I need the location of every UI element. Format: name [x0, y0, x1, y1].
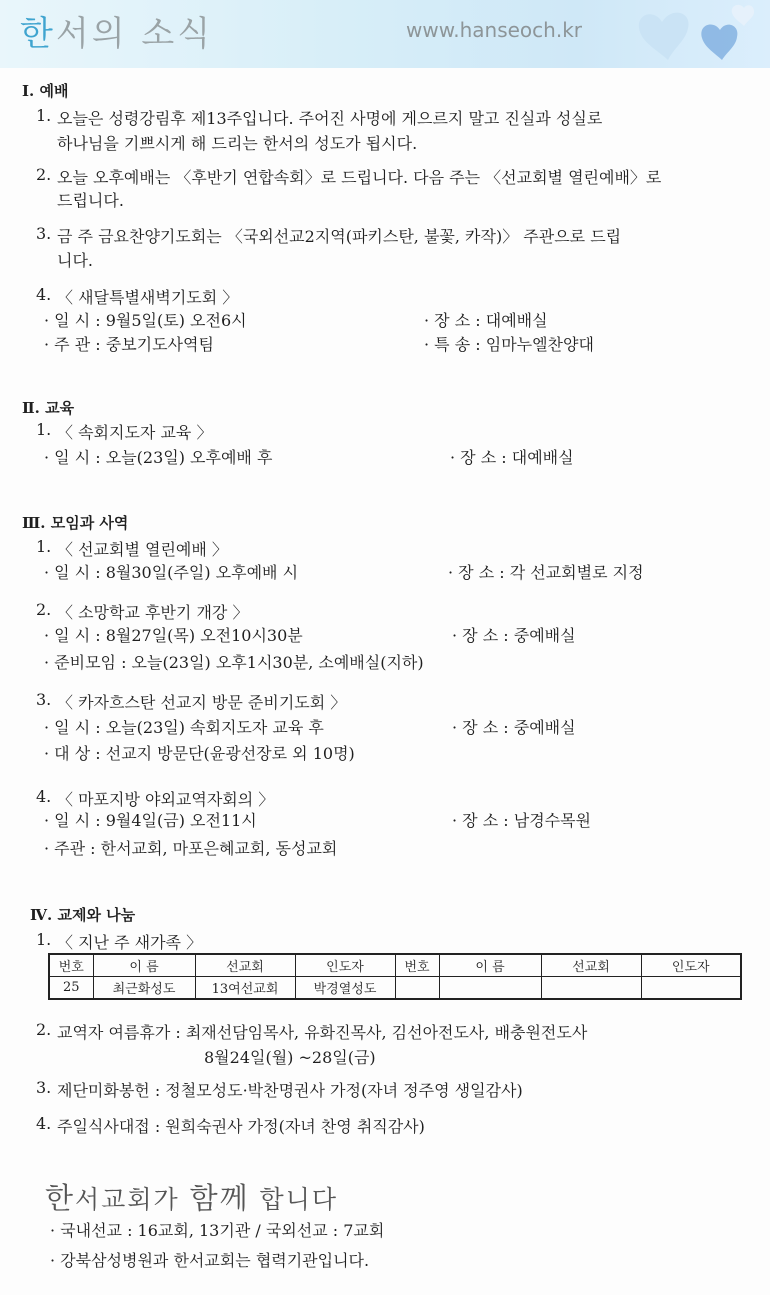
meeting-item-4-place: · 장 소 : 남경수목원 — [452, 811, 592, 830]
church-url: www.hanseoch.kr — [406, 18, 582, 42]
item-number: 3. — [36, 224, 52, 243]
worship-item-2-line2: 드립니다. — [57, 191, 124, 210]
worship-item-4-host: · 주 관 : 중보기도사역팀 — [44, 335, 214, 354]
hearts-decoration-icon — [624, 0, 770, 68]
meeting-item-2-time: · 일 시 : 8월27일(목) 오전10시30분 — [44, 626, 303, 645]
table-cell — [395, 977, 439, 1000]
table-header: 인도자 — [295, 954, 395, 977]
fellowship-item-2-line1: 교역자 여름휴가 : 최재선담임목사, 유화진목사, 김선아전도사, 배충원전도사 — [57, 1023, 588, 1042]
meeting-item-3-target: · 대 상 : 선교지 방문단(윤광선장로 외 10명) — [44, 744, 355, 763]
table-header: 번호 — [395, 954, 439, 977]
table-cell: 최근화성도 — [93, 977, 195, 1000]
worship-item-3-line1: 금 주 금요찬양기도회는 〈국외선교2지역(파키스탄, 불꽃, 카작)〉 주관으로 드립 — [57, 227, 622, 246]
newsletter-title — [20, 6, 213, 55]
meeting-item-3-title: 〈 카자흐스탄 선교지 방문 준비기도회 〉 — [57, 693, 347, 712]
education-item-1-time: · 일 시 : 오늘(23일) 오후예배 후 — [44, 448, 273, 467]
education-item-1-title: 〈 속회지도자 교육 〉 — [57, 423, 213, 442]
meeting-item-4-title: 〈 마포지방 야외교역자회의 〉 — [57, 790, 275, 809]
table-cell: 13여선교회 — [195, 977, 295, 1000]
fellowship-item-2-line2: 8월24일(월) ~28일(금) — [204, 1048, 376, 1067]
footer-title-b: 서교회가 — [75, 1185, 190, 1214]
title-rest: 서의 소식 — [55, 14, 214, 54]
footer-title-d: 합니다 — [249, 1185, 339, 1214]
table-cell: 25 — [49, 977, 93, 1000]
table-cell: 박경열성도 — [295, 977, 395, 1000]
item-number: 1. — [36, 930, 52, 949]
section-fellowship-heading: Ⅳ. 교제와 나눔 — [30, 906, 136, 924]
worship-item-1-line1: 오늘은 성령강림후 제13주입니다. 주어진 사명에 게으르지 말고 진실과 성실로 — [57, 109, 603, 128]
item-number: 2. — [36, 600, 52, 619]
item-number: 2. — [36, 1020, 52, 1039]
meeting-item-2-place: · 장 소 : 중예배실 — [452, 626, 576, 645]
meeting-item-3-place: · 장 소 : 중예배실 — [452, 718, 576, 737]
meeting-item-1-title: 〈 선교회별 열린예배 〉 — [57, 540, 228, 559]
fellowship-item-3: 제단미화봉헌 : 정철모성도·박찬명권사 가정(자녀 정주영 생일감사) — [57, 1081, 523, 1100]
item-number: 4. — [36, 285, 52, 304]
meeting-item-3-time: · 일 시 : 오늘(23일) 속회지도자 교육 후 — [44, 718, 324, 737]
footer-title — [45, 1176, 338, 1217]
table-row — [49, 977, 741, 1000]
item-number: 4. — [36, 1114, 52, 1133]
worship-item-3-line2: 니다. — [57, 251, 93, 270]
table-header: 번호 — [49, 954, 93, 977]
table-header-row — [49, 954, 741, 977]
table-cell — [541, 977, 641, 1000]
worship-item-4-place: · 장 소 : 대예배실 — [424, 311, 548, 330]
table-cell — [641, 977, 741, 1000]
item-number: 3. — [36, 690, 52, 709]
table-header: 이 름 — [439, 954, 541, 977]
meeting-item-1-place: · 장 소 : 각 선교회별로 지정 — [448, 563, 644, 582]
footer-mission-stats: · 국내선교 : 16교회, 13기관 / 국외선교 : 7교회 — [50, 1221, 385, 1240]
table-header: 이 름 — [93, 954, 195, 977]
section-worship-heading: Ⅰ. 예배 — [22, 82, 69, 100]
section-education-heading: Ⅱ. 교육 — [22, 399, 75, 417]
item-number: 3. — [36, 1078, 52, 1097]
fellowship-item-1-title: 〈 지난 주 새가족 〉 — [57, 933, 203, 952]
fellowship-item-4: 주일식사대접 : 원희숙권사 가정(자녀 찬영 취직감사) — [57, 1117, 425, 1136]
title-accent: 한 — [20, 14, 56, 54]
meeting-item-4-time: · 일 시 : 9월4일(금) 오전11시 — [44, 811, 257, 830]
table-header: 선교회 — [541, 954, 641, 977]
item-number: 1. — [36, 537, 52, 556]
worship-item-4-title: 〈 새달특별새벽기도회 〉 — [57, 288, 239, 307]
worship-item-4-special-song: · 특 송 : 임마누엘찬양대 — [424, 335, 594, 354]
item-number: 4. — [36, 787, 52, 806]
new-family-table — [48, 953, 742, 1000]
worship-item-2-line1: 오늘 오후예배는 〈후반기 연합속회〉로 드립니다. 다음 주는 〈선교회별 열린예배〉로 — [57, 168, 662, 187]
item-number: 2. — [36, 165, 52, 184]
table-cell — [439, 977, 541, 1000]
footer-title-c: 함께 — [189, 1181, 250, 1215]
footer-partnership: · 강북삼성병원과 한서교회는 협력기관입니다. — [50, 1251, 370, 1270]
meeting-item-2-title: 〈 소망학교 후반기 개강 〉 — [57, 603, 249, 622]
education-item-1-place: · 장 소 : 대예배실 — [450, 448, 574, 467]
worship-item-1-line2: 하나님을 기쁘시게 해 드리는 한서의 성도가 됩시다. — [57, 134, 418, 153]
meeting-item-4-host: · 주관 : 한서교회, 마포은혜교회, 동성교회 — [44, 839, 338, 858]
footer-title-a: 한 — [45, 1181, 76, 1215]
item-number: 1. — [36, 420, 52, 439]
table-header: 선교회 — [195, 954, 295, 977]
worship-item-4-time: · 일 시 : 9월5일(토) 오전6시 — [44, 311, 247, 330]
meeting-item-1-time: · 일 시 : 8월30일(주일) 오후예배 시 — [44, 563, 299, 582]
item-number: 1. — [36, 106, 52, 125]
section-meetings-heading: Ⅲ. 모임과 사역 — [22, 514, 129, 532]
table-header: 인도자 — [641, 954, 741, 977]
meeting-item-2-prep: · 준비모임 : 오늘(23일) 오후1시30분, 소예배실(지하) — [44, 653, 424, 672]
header-banner — [0, 0, 770, 68]
